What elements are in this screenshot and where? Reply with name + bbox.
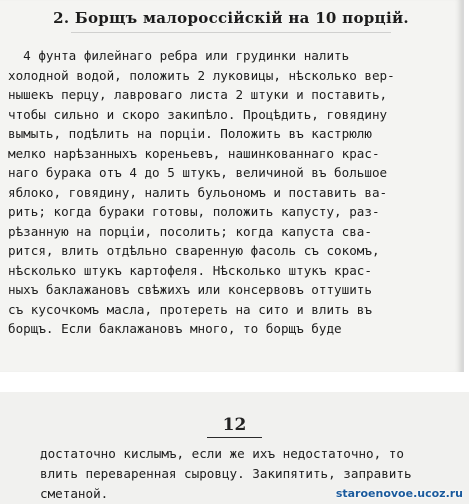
text-line: вымыть, подѣлить на порціи. Положить въ кастрюлю	[8, 126, 372, 141]
page-number: 12	[222, 415, 247, 435]
text-line: ныхъ баклажановъ свѣжихъ или консервовъ оттушить	[8, 282, 372, 297]
text-line: нышекъ перцу, лавроваго листа 2 штуки и поставить,	[8, 87, 388, 102]
text-line: нѣсколько штукъ картофеля. Нѣсколько штукъ крас-	[8, 262, 372, 278]
text-line: сметаной.	[40, 486, 109, 501]
text-line: влить переваренная сыровцу. Закипятить, заправить	[40, 466, 412, 481]
page-number-rule	[207, 437, 262, 438]
text-line: мелко нарѣзанныхъ кореньевъ, нашинкованнаго крас-	[8, 145, 380, 161]
recipe-title: 2. Борщъ малороссійскій на 10 порцій.	[0, 9, 462, 33]
page-gap	[0, 372, 469, 392]
site-watermark: staroenovoe.ucoz.ru	[335, 487, 463, 500]
text-line: наго бурака отъ 4 до 5 штукъ, величиной въ большое	[8, 165, 388, 180]
text-line: холодной водой, положить 2 луковицы, нѣсколько вер-	[8, 67, 395, 83]
text-line: борщъ. Если баклажановъ много, то борщъ буде	[8, 321, 342, 336]
recipe-text-top	[8, 46, 456, 339]
text-line: рѣзанную на порціи, посолить; когда капуста сва-	[8, 223, 372, 239]
text-line: 4 фунта филейнаго ребра или грудинки налить	[8, 48, 350, 63]
text-line: достаточно кислымъ, если же ихъ недостаточно, то	[40, 446, 404, 461]
text-line: рится, влить отдѣльно сваренную фасоль съ сокомъ,	[8, 243, 380, 258]
text-line: чтобы сильно и скоро закипѣло. Процѣдить, говядину	[8, 106, 388, 122]
text-line: яблоко, говядину, налить бульономъ и поставить ва-	[8, 184, 388, 200]
text-line: съ кусочкомъ масла, протереть на сито и влить въ	[8, 301, 372, 317]
text-line: рить; когда бураки готовы, положить капусту, раз-	[8, 204, 380, 219]
